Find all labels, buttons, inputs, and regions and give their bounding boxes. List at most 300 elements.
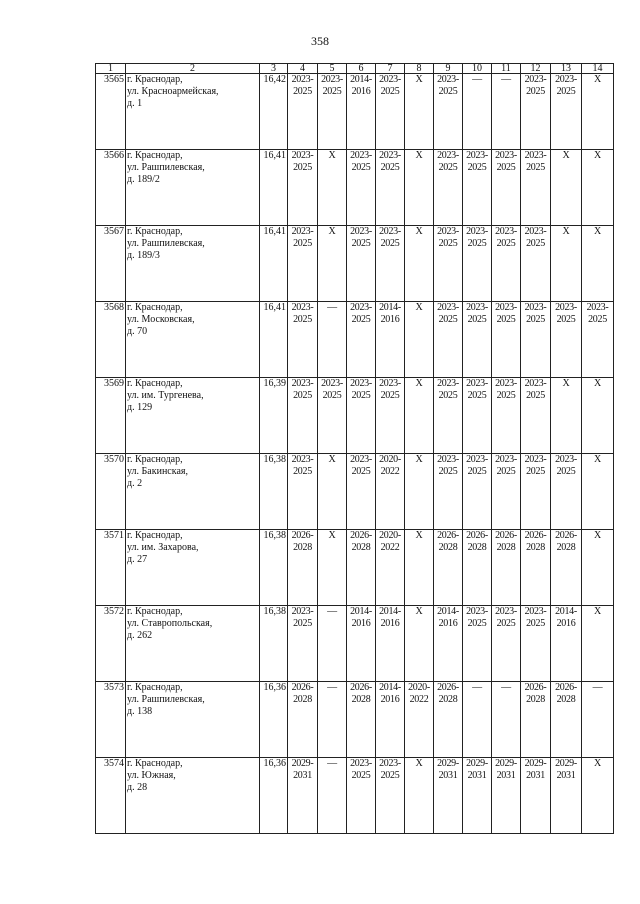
period-cell-col-8 — [405, 74, 434, 150]
period-line: — — [327, 606, 337, 617]
period-line: 2031 — [467, 770, 487, 781]
period-line: 2023- — [524, 150, 547, 161]
address-line: г. Краснодар, — [127, 378, 183, 389]
value-cell: 16,41 — [260, 150, 288, 226]
period-line: 2023- — [291, 150, 314, 161]
period-line: 2023- — [437, 74, 459, 85]
period-line: 2025 — [556, 466, 576, 477]
period-cell-col-7 — [376, 74, 405, 150]
period-cell-col-7 — [376, 682, 405, 758]
period-cell-col-5 — [318, 302, 347, 378]
period-line: X — [594, 226, 601, 237]
address-line: д. 28 — [127, 782, 148, 793]
period-cell-col-10 — [463, 378, 492, 454]
period-line: 2023- — [466, 606, 488, 617]
period-line: 2025 — [438, 86, 458, 97]
period-line: 2029- — [291, 758, 314, 769]
period-cell-col-14 — [582, 454, 614, 530]
period-line: 2023- — [350, 150, 372, 161]
period-line: 2023- — [466, 150, 488, 161]
period-line: 2026- — [437, 530, 459, 541]
value-cell: 16,42 — [260, 74, 288, 150]
period-line: X — [415, 530, 423, 541]
period-cell-col-13 — [551, 302, 582, 378]
period-cell-col-13 — [551, 454, 582, 530]
column-number-row — [96, 64, 614, 74]
period-line: 2014- — [555, 606, 577, 617]
period-line: 2023- — [291, 606, 314, 617]
period-cell-col-7 — [376, 378, 405, 454]
period-cell-col-13 — [551, 150, 582, 226]
row-number: 3565 — [96, 74, 126, 150]
period-line: 2025 — [467, 618, 487, 629]
period-line: 2025 — [351, 238, 371, 249]
period-line: 2025 — [293, 618, 312, 629]
period-cell-col-12 — [521, 530, 551, 606]
period-cell-col-5 — [318, 378, 347, 454]
period-cell-col-11 — [492, 606, 521, 682]
period-line: 2025 — [496, 390, 516, 401]
period-cell-col-5 — [318, 682, 347, 758]
period-cell-col-13 — [551, 606, 582, 682]
period-line: 2016 — [351, 86, 371, 97]
value-cell: 16,38 — [260, 454, 288, 530]
period-line: 2025 — [526, 162, 545, 173]
period-line: — — [327, 302, 337, 313]
period-line: 2023- — [466, 226, 488, 237]
period-cell-col-6 — [347, 454, 376, 530]
period-cell-col-7 — [376, 150, 405, 226]
period-cell-col-8 — [405, 682, 434, 758]
period-cell-col-13 — [551, 530, 582, 606]
period-line: 2025 — [556, 86, 576, 97]
value-cell: 16,41 — [260, 226, 288, 302]
period-line: 2016 — [438, 618, 458, 629]
period-line: 2020- — [408, 682, 430, 693]
period-line: 2022 — [380, 542, 400, 553]
period-cell-col-6 — [347, 682, 376, 758]
period-line: 2014- — [350, 606, 372, 617]
period-cell-col-14 — [582, 530, 614, 606]
period-line: 2029- — [555, 758, 577, 769]
period-line: 2016 — [380, 314, 400, 325]
period-cell-col-12 — [521, 378, 551, 454]
period-line: 2026- — [350, 682, 372, 693]
period-line: X — [562, 378, 570, 389]
column-header-9: 9 — [434, 64, 463, 74]
period-cell-col-7 — [376, 454, 405, 530]
period-line: 2025 — [380, 238, 400, 249]
table-row — [96, 226, 614, 302]
period-line: 2028 — [438, 694, 458, 705]
period-cell-col-9 — [434, 606, 463, 682]
period-cell-col-12 — [521, 758, 551, 834]
period-line: — — [327, 758, 337, 769]
period-line: 2028 — [351, 542, 371, 553]
period-cell-col-10 — [463, 226, 492, 302]
address-line: д. 1 — [127, 98, 143, 109]
address-line: ул. Рашпилевская, — [127, 162, 205, 173]
period-cell-col-9 — [434, 302, 463, 378]
period-cell-col-5 — [318, 226, 347, 302]
row-number: 3572 — [96, 606, 126, 682]
table-row — [96, 758, 614, 834]
value-cell: 16,36 — [260, 758, 288, 834]
registry-table — [95, 63, 614, 834]
period-cell-col-14 — [582, 682, 614, 758]
period-line: 2023- — [495, 454, 517, 465]
address-line: г. Краснодар, — [127, 758, 183, 769]
column-header-13: 13 — [551, 64, 582, 74]
period-line: X — [594, 606, 601, 617]
period-cell-col-9 — [434, 758, 463, 834]
period-cell-col-14 — [582, 74, 614, 150]
period-line: 2023- — [495, 378, 517, 389]
period-cell-col-11 — [492, 74, 521, 150]
period-line: X — [328, 226, 336, 237]
period-cell-col-4 — [288, 606, 318, 682]
period-cell-col-8 — [405, 454, 434, 530]
address-line: ул. им. Захарова, — [127, 542, 199, 553]
period-cell-col-10 — [463, 74, 492, 150]
address-line: д. 189/3 — [127, 250, 160, 261]
period-line: 2023- — [350, 758, 372, 769]
period-cell-col-10 — [463, 302, 492, 378]
table-row — [96, 454, 614, 530]
table-row — [96, 378, 614, 454]
period-cell-col-7 — [376, 302, 405, 378]
column-header-4: 4 — [288, 64, 318, 74]
period-cell-col-10 — [463, 682, 492, 758]
address-cell — [126, 758, 260, 834]
period-cell-col-7 — [376, 606, 405, 682]
period-line: 2023- — [495, 150, 517, 161]
period-cell-col-9 — [434, 226, 463, 302]
value-cell: 16,36 — [260, 682, 288, 758]
value-cell: 16,38 — [260, 530, 288, 606]
period-line: 2023- — [586, 302, 609, 313]
period-cell-col-14 — [582, 378, 614, 454]
period-cell-col-7 — [376, 226, 405, 302]
period-line: 2025 — [526, 86, 545, 97]
page-number: 358 — [311, 34, 329, 48]
value-cell: 16,38 — [260, 606, 288, 682]
column-header-3: 3 — [260, 64, 288, 74]
period-line: 2028 — [556, 694, 576, 705]
period-cell-col-12 — [521, 226, 551, 302]
period-line: 2025 — [293, 238, 312, 249]
period-line: 2014- — [350, 74, 372, 85]
period-line: 2025 — [588, 314, 607, 325]
period-line: 2023- — [555, 454, 577, 465]
column-header-5: 5 — [318, 64, 347, 74]
period-line: 2023- — [321, 74, 343, 85]
period-line: 2025 — [467, 238, 487, 249]
period-cell-col-9 — [434, 74, 463, 150]
period-line: X — [562, 150, 570, 161]
period-line: 2025 — [351, 162, 371, 173]
period-line: 2026- — [555, 682, 577, 693]
period-line: X — [594, 150, 601, 161]
period-line: 2028 — [467, 542, 487, 553]
period-line: X — [415, 606, 423, 617]
period-line: 2025 — [496, 314, 516, 325]
period-line: 2029- — [524, 758, 547, 769]
period-cell-col-11 — [492, 378, 521, 454]
period-line: 2016 — [380, 618, 400, 629]
period-line: 2023- — [437, 454, 459, 465]
period-cell-col-5 — [318, 530, 347, 606]
period-line: X — [328, 530, 336, 541]
period-line: 2028 — [496, 542, 516, 553]
period-line: 2023- — [466, 378, 488, 389]
period-line: 2023- — [321, 378, 343, 389]
period-line: 2028 — [351, 694, 371, 705]
period-line: 2014- — [379, 606, 401, 617]
period-line: 2016 — [380, 694, 400, 705]
period-cell-col-14 — [582, 606, 614, 682]
period-line: 2023- — [466, 454, 488, 465]
period-line: 2026- — [291, 682, 314, 693]
period-line: 2025 — [526, 314, 545, 325]
address-cell — [126, 226, 260, 302]
value-cell: 16,39 — [260, 378, 288, 454]
period-line: 2023- — [291, 302, 314, 313]
address-cell — [126, 302, 260, 378]
period-line: 2026- — [437, 682, 459, 693]
column-header-12: 12 — [521, 64, 551, 74]
period-line: 2023- — [524, 302, 547, 313]
address-line: д. 262 — [127, 630, 153, 641]
period-line: 2023- — [291, 378, 314, 389]
address-cell — [126, 150, 260, 226]
row-number: 3568 — [96, 302, 126, 378]
period-line: — — [327, 682, 337, 693]
period-line: 2025 — [380, 770, 400, 781]
period-line: 2023- — [379, 758, 401, 769]
period-cell-col-10 — [463, 454, 492, 530]
period-line: 2025 — [467, 314, 487, 325]
period-cell-col-9 — [434, 454, 463, 530]
period-line: 2029- — [437, 758, 459, 769]
value-cell: 16,41 — [260, 302, 288, 378]
period-cell-col-6 — [347, 150, 376, 226]
period-cell-col-6 — [347, 606, 376, 682]
period-line: 2026- — [291, 530, 314, 541]
period-line: 2031 — [556, 770, 576, 781]
period-cell-col-13 — [551, 682, 582, 758]
period-line: 2025 — [293, 390, 312, 401]
period-line: 2025 — [467, 466, 487, 477]
column-header-6: 6 — [347, 64, 376, 74]
period-cell-col-11 — [492, 530, 521, 606]
period-line: X — [328, 454, 336, 465]
period-cell-col-6 — [347, 302, 376, 378]
period-cell-col-12 — [521, 682, 551, 758]
period-cell-col-12 — [521, 606, 551, 682]
period-line: 2023- — [291, 454, 314, 465]
period-line: X — [594, 74, 601, 85]
period-line: 2023- — [350, 378, 372, 389]
period-cell-col-6 — [347, 74, 376, 150]
address-cell — [126, 454, 260, 530]
period-line: 2025 — [496, 618, 516, 629]
period-line: 2025 — [526, 618, 545, 629]
address-line: ул. Красноармейская, — [127, 86, 219, 97]
period-cell-col-8 — [405, 378, 434, 454]
period-cell-col-14 — [582, 302, 614, 378]
period-cell-col-7 — [376, 530, 405, 606]
period-line: X — [594, 758, 601, 769]
period-line: — — [472, 682, 482, 693]
table-row — [96, 150, 614, 226]
period-line: 2023- — [495, 226, 517, 237]
table-row — [96, 302, 614, 378]
address-line: г. Краснодар, — [127, 74, 183, 85]
table-row — [96, 530, 614, 606]
period-cell-col-5 — [318, 454, 347, 530]
period-line: X — [415, 378, 423, 389]
period-line: — — [501, 74, 511, 85]
period-line: 2023- — [437, 302, 459, 313]
period-line: 2014- — [379, 302, 401, 313]
period-line: 2023- — [524, 606, 547, 617]
column-header-10: 10 — [463, 64, 492, 74]
period-cell-col-4 — [288, 530, 318, 606]
column-header-2: 2 — [126, 64, 260, 74]
period-line: 2025 — [467, 390, 487, 401]
period-line: 2022 — [380, 466, 400, 477]
period-line: 2023- — [437, 150, 459, 161]
period-cell-col-12 — [521, 454, 551, 530]
table-row — [96, 606, 614, 682]
period-line: X — [415, 758, 423, 769]
address-line: ул. Южная, — [127, 770, 176, 781]
period-line: 2031 — [496, 770, 516, 781]
period-cell-col-5 — [318, 758, 347, 834]
address-line: д. 2 — [127, 478, 143, 489]
period-line: 2023- — [524, 378, 547, 389]
period-cell-col-14 — [582, 226, 614, 302]
period-line: 2025 — [438, 466, 458, 477]
address-line: ул. Ставропольская, — [127, 618, 213, 629]
period-cell-col-7 — [376, 758, 405, 834]
period-line: 2025 — [526, 390, 545, 401]
period-line: 2025 — [380, 162, 400, 173]
period-line: 2025 — [496, 466, 516, 477]
period-line: 2025 — [293, 86, 312, 97]
period-cell-col-10 — [463, 758, 492, 834]
period-cell-col-8 — [405, 758, 434, 834]
period-cell-col-11 — [492, 758, 521, 834]
period-line: — — [472, 74, 482, 85]
period-line: 2026- — [466, 530, 488, 541]
period-line: 2023- — [379, 150, 401, 161]
period-line: 2025 — [293, 466, 312, 477]
period-cell-col-11 — [492, 226, 521, 302]
address-cell — [126, 74, 260, 150]
address-line: г. Краснодар, — [127, 606, 183, 617]
period-line: — — [592, 682, 603, 693]
period-line: 2022 — [409, 694, 429, 705]
period-cell-col-6 — [347, 226, 376, 302]
period-line: 2029- — [495, 758, 517, 769]
period-cell-col-4 — [288, 682, 318, 758]
period-line: 2031 — [438, 770, 458, 781]
table-body — [96, 74, 614, 834]
period-cell-col-11 — [492, 454, 521, 530]
period-line: X — [415, 226, 423, 237]
period-line: 2023- — [350, 302, 372, 313]
period-line: X — [415, 302, 423, 313]
table-row — [96, 74, 614, 150]
period-line: 2025 — [467, 162, 487, 173]
period-line: 2023- — [524, 226, 547, 237]
period-line: 2023- — [466, 302, 488, 313]
address-line: г. Краснодар, — [127, 682, 183, 693]
period-line: 2028 — [293, 542, 312, 553]
period-line: 2020- — [379, 530, 401, 541]
address-cell — [126, 530, 260, 606]
period-line: X — [594, 378, 601, 389]
period-line: 2023- — [291, 226, 314, 237]
period-cell-col-8 — [405, 150, 434, 226]
address-line: г. Краснодар, — [127, 302, 183, 313]
address-line: г. Краснодар, — [127, 226, 183, 237]
column-header-8: 8 — [405, 64, 434, 74]
period-line: 2023- — [495, 606, 517, 617]
period-cell-col-6 — [347, 758, 376, 834]
row-number: 3570 — [96, 454, 126, 530]
period-line: X — [328, 150, 336, 161]
period-line: 2025 — [526, 238, 545, 249]
period-cell-col-13 — [551, 74, 582, 150]
column-header-11: 11 — [492, 64, 521, 74]
period-line: 2025 — [438, 314, 458, 325]
table-row — [96, 682, 614, 758]
period-cell-col-5 — [318, 150, 347, 226]
period-cell-col-10 — [463, 150, 492, 226]
period-line: 2016 — [556, 618, 576, 629]
period-line: 2025 — [438, 390, 458, 401]
period-line: 2023- — [350, 454, 372, 465]
period-cell-col-6 — [347, 378, 376, 454]
period-cell-col-9 — [434, 682, 463, 758]
period-line: 2025 — [322, 86, 342, 97]
address-cell — [126, 378, 260, 454]
period-line: 2025 — [380, 390, 400, 401]
period-line: 2025 — [526, 466, 545, 477]
period-line: 2023- — [291, 74, 314, 85]
period-line: 2025 — [351, 390, 371, 401]
period-cell-col-12 — [521, 74, 551, 150]
period-line: 2020- — [379, 454, 401, 465]
period-cell-col-13 — [551, 378, 582, 454]
period-line: 2023- — [379, 378, 401, 389]
period-cell-col-4 — [288, 74, 318, 150]
period-cell-col-12 — [521, 302, 551, 378]
period-cell-col-10 — [463, 606, 492, 682]
period-line: 2025 — [293, 314, 312, 325]
column-header-1: 1 — [96, 64, 126, 74]
address-line: г. Краснодар, — [127, 530, 183, 541]
period-line: 2023- — [524, 454, 547, 465]
period-line: X — [594, 530, 601, 541]
period-line: 2029- — [466, 758, 488, 769]
period-line: 2023- — [495, 302, 517, 313]
period-line: 2014- — [437, 606, 459, 617]
period-cell-col-6 — [347, 530, 376, 606]
